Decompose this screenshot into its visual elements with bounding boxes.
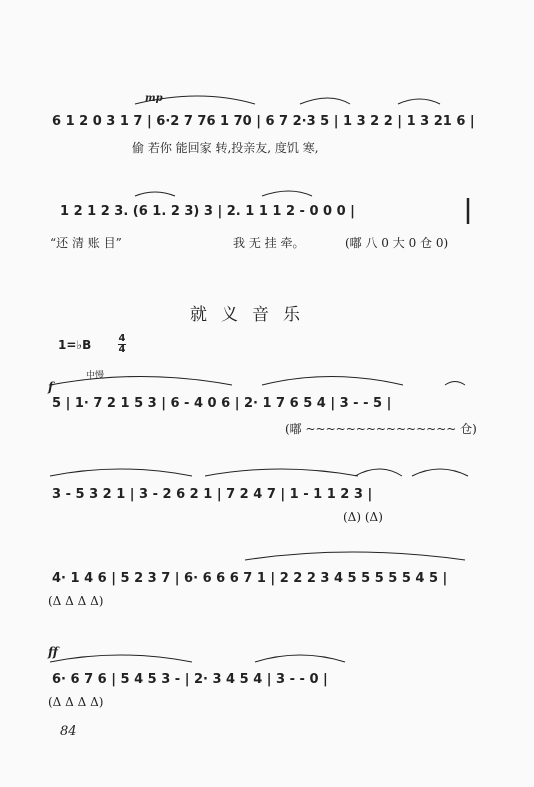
slur	[262, 191, 312, 196]
lyric-line-2b: 我 无 挂 牵。	[233, 236, 305, 250]
system-2-annotation: (Δ) (Δ)	[343, 510, 383, 524]
percussion-line-2: (嘟 八 0 大 0 仓 0)	[345, 236, 449, 250]
slur	[245, 552, 465, 560]
dynamic-mp: mp	[145, 93, 163, 104]
slur	[355, 469, 402, 476]
slur	[398, 99, 440, 104]
slur	[135, 96, 255, 104]
score-line-1: 6 1 2 0 3 1 7 | 6·2 7 76 1 70 | 6 7 2·3 5 | 1 3 2 2 | 1 3 21 6 |	[52, 114, 475, 129]
system-3-annotation: (Δ Δ Δ Δ)	[48, 594, 104, 608]
slur	[445, 382, 465, 386]
slur	[205, 469, 358, 476]
slur	[50, 377, 232, 386]
slur	[300, 98, 350, 104]
slur	[262, 377, 403, 386]
key-signature: 1=♭B	[58, 338, 92, 352]
system-2-notes: 3 - 5 3 2 1 | 3 - 2 6 2 1 | 7 2 4 7 | 1 - 1 1 2 3 |	[52, 487, 373, 502]
lyric-line-2a: “还 清 账 目”	[50, 236, 122, 250]
system-1-annotation: (嘟 ~~~~~~~~~~~~~~~ 仓)	[285, 422, 477, 436]
system-4-notes: 6· 6 7 6 | 5 4 5 3 - | 2· 3 4 5 4 | 3 - - 0 |	[52, 672, 328, 687]
slur	[135, 192, 175, 196]
slur	[255, 655, 345, 662]
system-4-annotation: (Δ Δ Δ Δ)	[48, 695, 104, 709]
dynamic-f: f	[48, 380, 54, 394]
slur	[50, 469, 192, 476]
system-3-notes: 4· 1 4 6 | 5 2 3 7 | 6· 6 6 6 7 1 | 2 2 2 3 4 5 5 5 5 5 4 5 |	[52, 571, 448, 586]
section-title: 就义音乐	[190, 305, 314, 325]
slur	[412, 469, 468, 476]
time-signature-bottom: 4	[118, 344, 126, 355]
tempo-marking: 中慢	[86, 371, 105, 381]
slur	[50, 655, 192, 662]
time-signature-top: 4	[118, 333, 126, 344]
lyric-line-1: 偷 若你 能回家 转,投亲友, 度饥 寒,	[132, 141, 319, 155]
page-number: 84	[60, 724, 77, 739]
score-line-2: 1 2 1 2 3. (6 1. 2 3) 3 | 2. 1 1 1 2 - 0 0 0 |	[60, 204, 355, 219]
system-1-notes: 5 | 1· 7 2 1 5 3 | 6 - 4 0 6 | 2· 1 7 6 5 4 | 3 - - 5 |	[52, 396, 392, 411]
dynamic-ff: ff	[48, 645, 58, 659]
